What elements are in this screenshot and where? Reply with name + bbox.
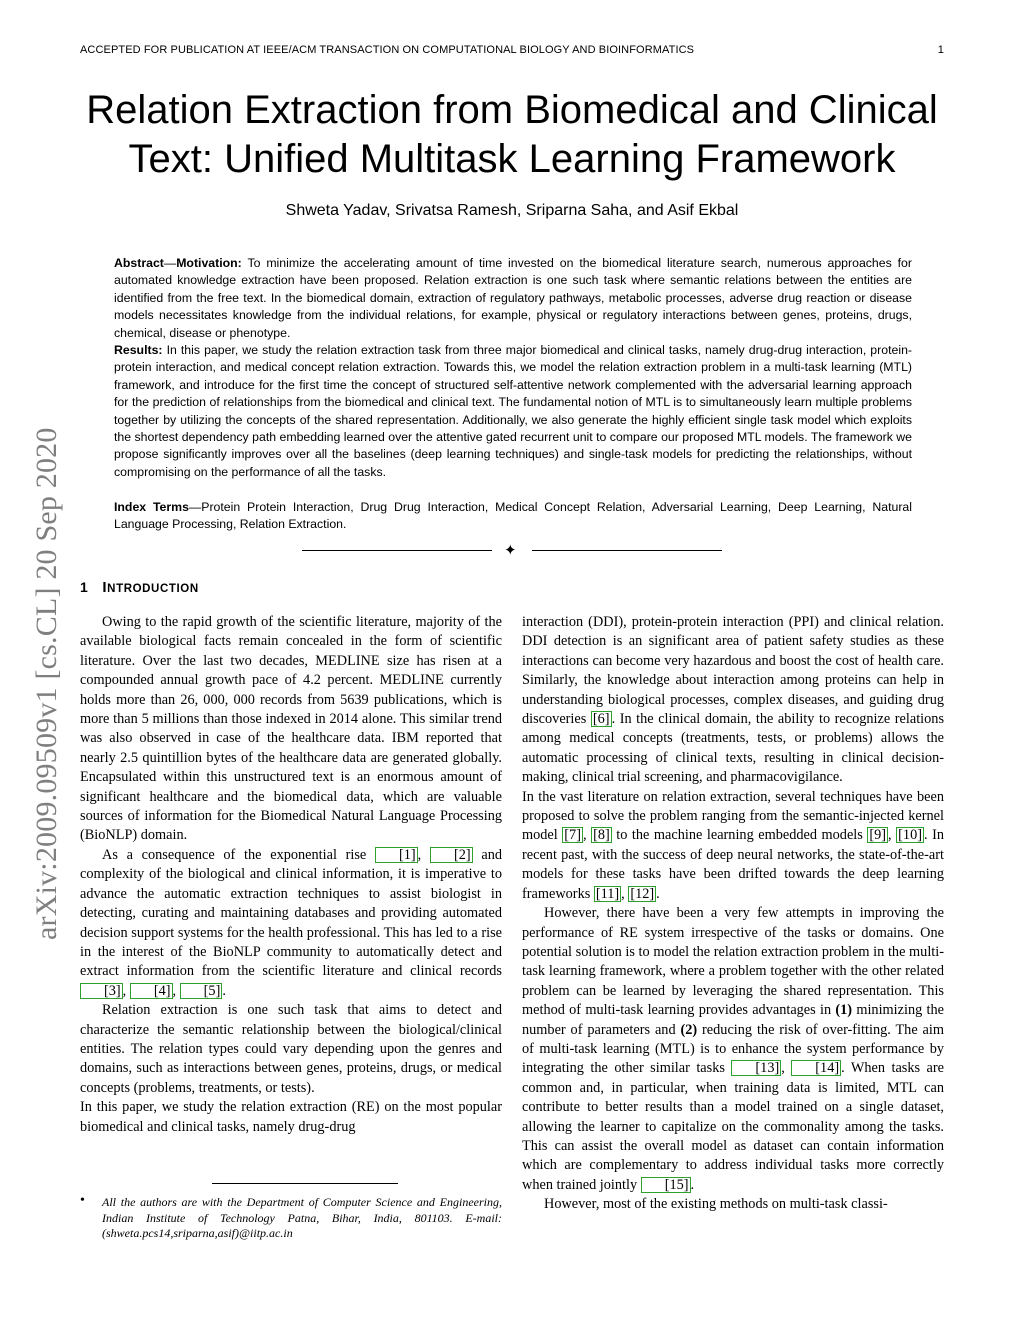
text-run: . [656, 885, 660, 902]
text-run: . [222, 982, 226, 999]
section-title-rest: NTRODUCTION [107, 583, 199, 595]
text-run: , [621, 885, 629, 902]
intro-paragraph-5 [522, 613, 944, 788]
citation-link[interactable]: [12] [630, 885, 655, 902]
motivation-label: Motivation: [176, 256, 242, 270]
intro-paragraph-3: Relation extraction is one such task that aims to detect and characterize the semantic relationship between the biological/clinical entities. The relation types could vary depending upon the genres and domains, such as interactions between genes, proteins, drugs, or medical concepts (problems, treatments, or tests). [80, 1002, 502, 1096]
text-run: However, there have been a very few attempts in improving the performance of RE system irrespective of the tasks or domains. One potential solution is to model the relation extraction problem in the multi-task learning framework, where a problem together with the other related problem can be learned by leveraging the shared representation. This method of multi-task learning provides advantages in [522, 905, 944, 1019]
text-run: , [417, 846, 430, 863]
abstract-label: Abstract [114, 256, 164, 270]
text-run: , [122, 982, 130, 999]
motivation-text: To minimize the accelerating amount of time invested on the biomedical literature search, numerous approaches for automated knowledge extraction have been proposed. Relation extraction is one such task where semantic relations between the entities are identified from the free text. In the biomedical domain, extraction of regulatory pathways, metabolic processes, adverse drug reaction or disease models necessitates knowledge from the individual relations, for example, physical or regulatory interactions between genes, proteins, drugs, chemical, disease or phenotype. [114, 256, 912, 340]
text-run: minimizing the number of parameters and [522, 1002, 944, 1038]
section-divider [300, 543, 724, 559]
text-run: (1) [835, 1002, 853, 1019]
section-title-initial: I [102, 579, 108, 596]
citation-link[interactable]: [6] [592, 711, 610, 728]
paper-title [60, 86, 964, 184]
divider-star-icon: ✦ [504, 543, 517, 559]
text-run: and complexity of the biological and clinical information, it is imperative to advance the automatic extraction techniques to assist biologist in detecting, curating and maintaining databases and providing automated decision support systems for the health professional. This has led to a rise in the interest of the BioNLP community to automatically detect and extract information from the scientific literature and clinical records [80, 846, 502, 980]
running-header [80, 44, 948, 56]
citation-link[interactable]: [4] [130, 983, 173, 999]
index-terms-text: Protein Protein Interaction, Drug Drug Interaction, Medical Concept Relation, Adversarial Learning, Deep Learning, Natural Language Processing, Relation Extraction. [114, 500, 913, 532]
index-terms-label: Index Terms [114, 500, 189, 514]
citation-link[interactable]: [5] [180, 983, 223, 999]
bullet-icon: • [80, 1193, 85, 1208]
intro-paragraph-1: Owing to the rapid growth of the scientific literature, majority of the available biological facts remain concealed in the form of scientific literature. Over the last two decades, MEDLINE size has risen at a compounded annual growth pace of 4.2 percent. MEDLINE currently holds more than 26, 000, 000 records from 5639 publications, which is more than 5 millions than those indexed in 2014 alone. This similar trend was also observed in case of the healthcare data. IBM reported that nearly 2.5 quintillion bytes of the healthcare data are generated globally. Encapsulated within this unstructured text is an enormous amount of significant healthcare and the biomedical data, which are valuable sources of information for the Biomedical Natural Language Processing (BioNLP) domain. [80, 614, 502, 844]
text-run: . In recent past, with the success of deep neural networks, the state-of-the-art models for these tasks have been drifted towards the deep learning frameworks [522, 827, 944, 902]
abstract [114, 255, 912, 481]
arxiv-identifier: arXiv:2009.09509v1 [cs.CL] 20 Sep 2020 [30, 427, 63, 940]
text-run: , [172, 982, 180, 999]
journal-title: ACCEPTED FOR PUBLICATION AT IEEE/ACM TRANSACTION ON COMPUTATIONAL BIOLOGY AND BIOINFORMATICS [80, 44, 695, 56]
footnote-text: All the authors are with the Department of Computer Science and Engineering, Indian Institute of Technology Patna, Bihar, India, 801103. E-mail: (shweta.pcs14,sriparna,asif)@iitp.ac.in [102, 1195, 502, 1241]
citation-link[interactable]: [2] [430, 847, 473, 863]
right-column [522, 613, 944, 1215]
results-text: In this paper, we study the relation extraction task from three major biomedical and clinical tasks, namely drug-drug interaction, protein-protein interaction, and medical concept relation extraction. Towards this, we model the relation extraction problem in a multi-task learning (MTL) framework, and introduce for the first time the concept of structured self-attentive network complemented with the adversarial learning approach for the prediction of relationships from the biomedical and clinical text. The fundamental notion of MTL is to simultaneously learn multiple problems together by utilizing the concepts of the shared representation. Additionally, we also generate the highly efficient single task model which exploits the shortest dependency path embedding learned over the attentive gated recurrent unit to compare our proposed MTL models. The framework we propose significantly improves over all the baselines (deep learning techniques) and single-task models for predicting the relationships, without compromising on the performance of all the tasks. [114, 343, 913, 479]
citation-link[interactable]: [13] [731, 1060, 781, 1076]
citation-link[interactable]: [11] [595, 885, 620, 902]
citation-link[interactable]: [3] [80, 983, 123, 999]
intro-paragraph-4: In this paper, we study the relation extraction (RE) on the most popular biomedical and clinical tasks, namely drug-drug [80, 1099, 502, 1135]
citation-link[interactable]: [15] [641, 1177, 691, 1193]
divider-line-left [302, 550, 492, 551]
text-run: . In the clinical domain, the ability to recognize relations among medical concepts (treatments, tests, or problems) allows the automatic processing of clinical texts, resulting in clinical decision-making, clinical trial screening, and pharmacovigilance. [522, 711, 945, 786]
text-run: reducing the risk of over-fitting. The aim of multi-task learning (MTL) is to enhance the system performance by integrating the other similar tasks [522, 1021, 944, 1077]
text-run: , [582, 827, 592, 844]
abstract-results [114, 342, 912, 481]
title-line-1: Relation Extraction from Biomedical and Clinical [86, 88, 938, 132]
author-affiliation-footnote [80, 1195, 502, 1242]
intro-paragraph-7 [522, 904, 944, 1195]
intro-paragraph-8: However, most of the existing methods on multi-task classi- [544, 1196, 888, 1213]
citation-link[interactable]: [7] [564, 827, 581, 844]
index-terms: Index Terms—Protein Protein Interaction, Drug Drug Interaction, Medical Concept Relation, Adversarial Learning, Deep Learning, Natural Language Processing, Relation Extraction. [114, 500, 913, 532]
text-run: interaction (DDI), protein-protein interaction (PPI) and clinical relation. DDI detection is an significant area of patient safety studies as these interactions can become very hazardous and boost the cost of health care. Similarly, the knowledge about interaction among proteins can help in understanding biological processes, complex diseases, and guiding drug discoveries [522, 614, 944, 728]
section-number: 1 [80, 579, 89, 595]
footnote-rule [212, 1183, 398, 1184]
author-list: Shweta Yadav, Srivatsa Ramesh, Sriparna Saha, and Asif Ekbal [285, 202, 739, 219]
text-run: As a consequence of the exponential rise [102, 846, 375, 863]
intro-paragraph-2 [80, 846, 502, 1001]
citation-link[interactable]: [14] [791, 1060, 841, 1076]
text-run: , [781, 1060, 792, 1077]
abstract-motivation: Abstract—Motivation: To minimize the accelerating amount of time invested on the biomedical literature search, numerous approaches for automated knowledge extraction have been proposed. Relation extraction is one such task where semantic relations between the entities are identified from the free text. In the biomedical domain, extraction of regulatory pathways, metabolic processes, adverse drug reaction or disease models necessitates knowledge from the individual relations, for example, physical or regulatory interactions between genes, proteins, drugs, chemical, disease or phenotype. [114, 256, 912, 340]
intro-paragraph-6 [522, 788, 944, 904]
text-run: In the vast literature on relation extraction, several techniques have been proposed to solve the problem ranging from the semantic-injected kernel model [522, 788, 944, 844]
text-run: . When tasks are common and, in particular, when training data is limited, MTL can contribute to better results than a model trained on a single dataset, allowing the learner to capitalize on the commonality among the tasks. This can assist the overall model as dataset can contain information which are complementary to address individual tasks more correctly when trained jointly [522, 1060, 944, 1193]
citation-link[interactable]: [10] [898, 827, 922, 844]
section-heading [80, 579, 199, 596]
citation-link[interactable]: [8] [593, 827, 610, 844]
page-number: 1 [937, 44, 944, 56]
results-label: Results: [114, 343, 163, 358]
text-run: to the machine learning embedded models [611, 827, 868, 844]
text-run: , [888, 827, 897, 844]
text-run: (2) [680, 1021, 698, 1038]
citation-link[interactable]: [1] [375, 847, 418, 863]
citation-link[interactable]: [9] [869, 827, 887, 844]
left-column [80, 613, 502, 1137]
text-run: . [690, 1176, 695, 1193]
divider-line-right [532, 550, 722, 551]
title-line-2: Text: Unified Multitask Learning Framework [128, 137, 896, 181]
